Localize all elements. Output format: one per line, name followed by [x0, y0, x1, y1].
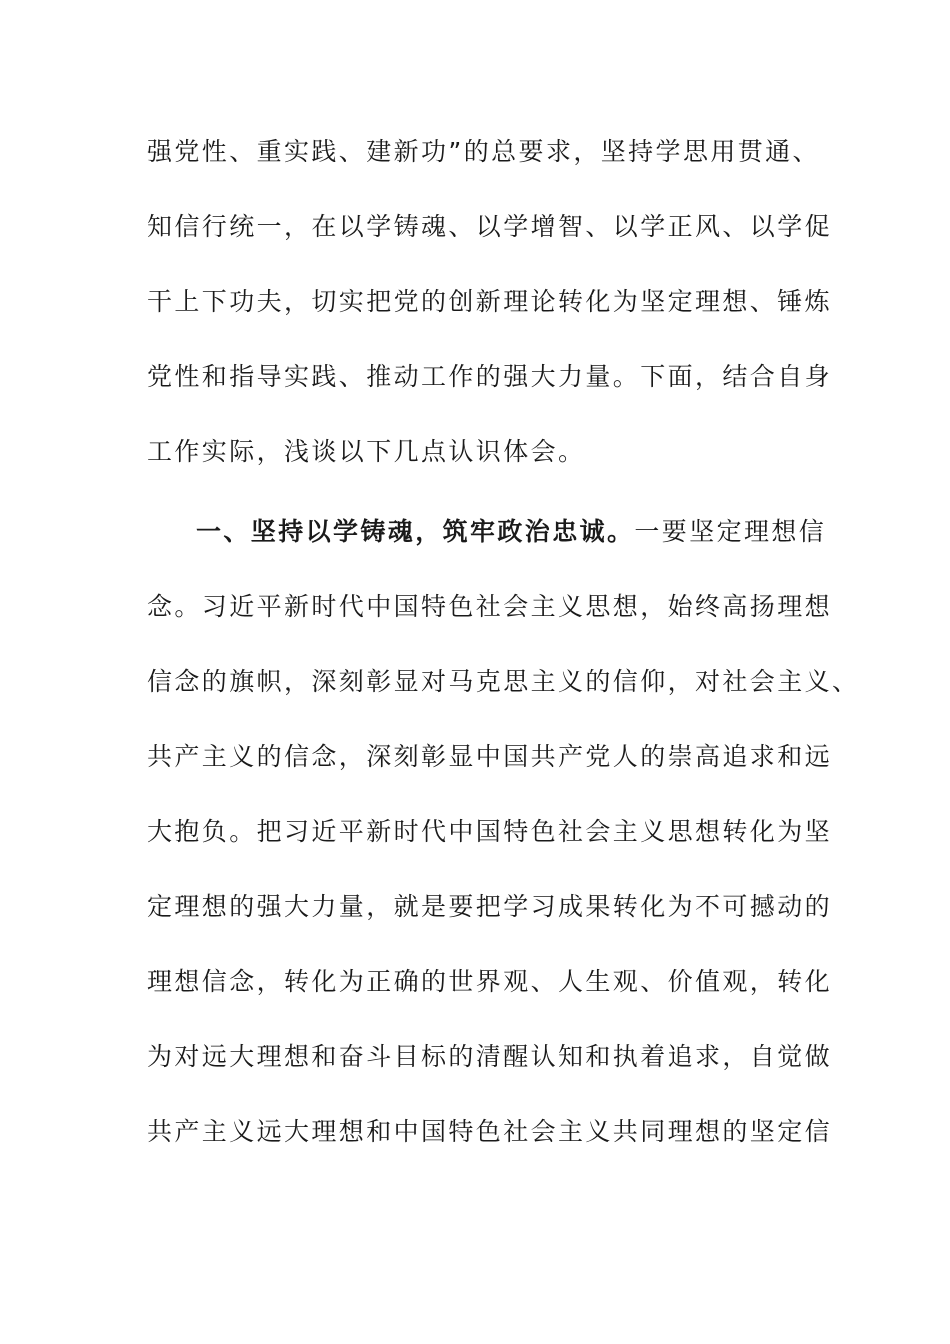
text-line: 工作实际，浅谈以下几点认识体会。	[147, 437, 586, 466]
text-line: 定理想的强大力量，就是要把学习成果转化为不可撼动的	[147, 892, 833, 921]
text-line: 干上下功夫，切实把党的创新理论转化为坚定理想、锤炼	[147, 287, 833, 316]
text-line: 理想信念，转化为正确的世界观、人生观、价值观，转化	[147, 967, 833, 996]
text-line: 强党性、重实践、建新功”的总要求，坚持学思用贯通、	[147, 137, 820, 166]
text-line: 为对远大理想和奋斗目标的清醒认知和执着追求，自觉做	[147, 1042, 833, 1071]
text-line: 党性和指导实践、推动工作的强大力量。下面，结合自身	[147, 362, 833, 391]
text-line: 知信行统一，在以学铸魂、以学增智、以学正风、以学促	[147, 212, 833, 241]
text-span: 一要坚定理想信	[634, 517, 827, 546]
text-line: 信念的旗帜，深刻彰显对马克思主义的信仰，对社会主义、	[147, 667, 860, 696]
text-line: 共产主义远大理想和中国特色社会主义共同理想的坚定信	[147, 1117, 833, 1146]
section-heading: 一、坚持以学铸魂，筑牢政治忠诚。	[196, 517, 635, 546]
text-line: 念。习近平新时代中国特色社会主义思想，始终高扬理想	[147, 592, 833, 621]
text-line: 共产主义的信念，深刻彰显中国共产党人的崇高追求和远	[147, 742, 833, 771]
paragraph-first-line	[196, 512, 856, 552]
text-line: 大抱负。把习近平新时代中国特色社会主义思想转化为坚	[147, 817, 833, 846]
